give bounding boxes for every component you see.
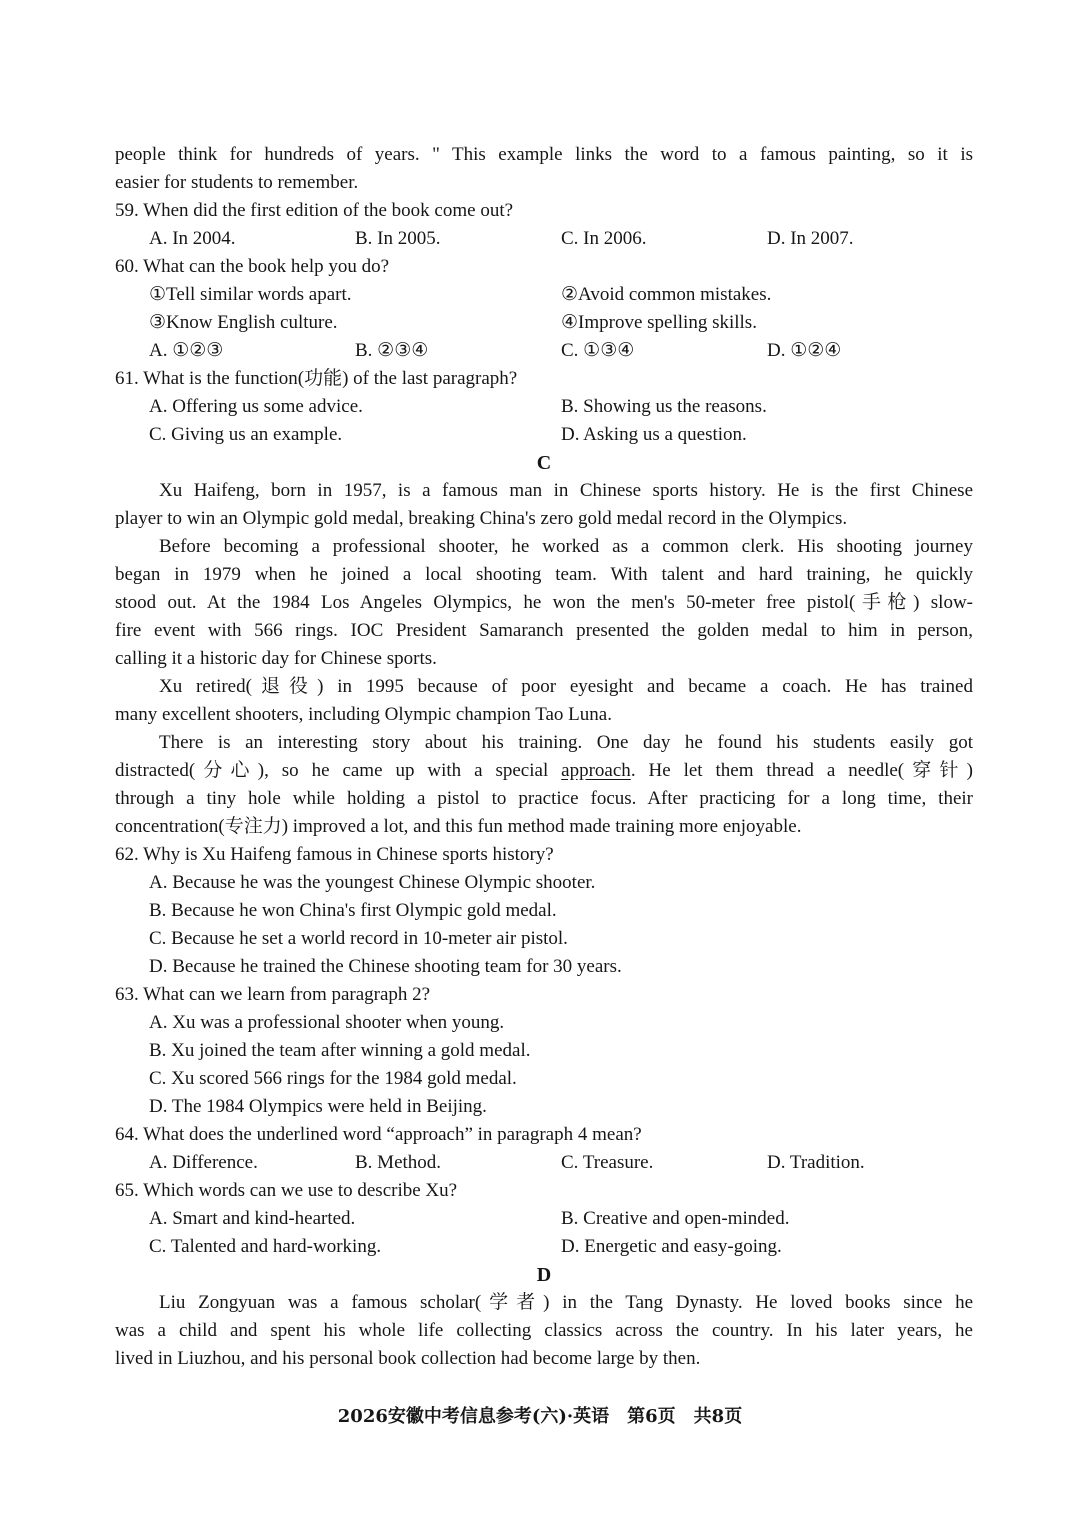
items-row — [115, 281, 973, 309]
passage-b-ending — [115, 141, 973, 197]
option-a: A. Xu was a professional shooter when young. — [149, 1012, 505, 1033]
question-64 — [115, 1121, 973, 1177]
text-line: was a child and spent his whole life collecting classics across the country. In his later years, he — [115, 1320, 973, 1341]
question-61 — [115, 365, 973, 449]
option-c: C. Xu scored 566 rings for the 1984 gold medal. — [149, 1068, 517, 1089]
item-1: ①Tell similar words apart. — [149, 284, 352, 305]
text-segment: . He let them thread a needle(穿针) — [630, 760, 973, 781]
question-stem: 61. What is the function(功能) of the last paragraph? — [115, 368, 518, 389]
text-line: many excellent shooters, including Olympic champion Tao Luna. — [115, 704, 612, 725]
option-a: A. ①②③ — [149, 340, 224, 361]
option-a: A. Smart and kind-hearted. — [149, 1208, 356, 1229]
text-line: Liu Zongyuan was a famous scholar(学者) in the Tang Dynasty. He loved books since he — [159, 1292, 973, 1313]
item-4: ④Improve spelling skills. — [561, 312, 757, 333]
option-b: B. Showing us the reasons. — [561, 396, 767, 417]
text-line: fire event with 566 rings. IOC President Samaranch presented the golden medal to him in person, — [115, 620, 973, 641]
text-line: concentration(专注力) improved a lot, and this fun method made training more enjoyable. — [115, 816, 802, 837]
text-line: player to win an Olympic gold medal, breaking China's zero gold medal record in the Olympics. — [115, 508, 848, 529]
exam-page — [115, 141, 973, 1373]
question-59 — [115, 197, 973, 253]
option-d: D. In 2007. — [767, 228, 854, 249]
options-row — [115, 225, 973, 253]
passage-d-paragraph-1 — [115, 1289, 973, 1373]
option-a: A. In 2004. — [149, 228, 236, 249]
option-c: C. In 2006. — [561, 228, 647, 249]
option-c: C. Treasure. — [561, 1152, 654, 1173]
option-b: B. Xu joined the team after winning a gold medal. — [149, 1040, 531, 1061]
option-d: D. Energetic and easy-going. — [561, 1236, 782, 1257]
question-stem: 65. Which words can we use to describe Xu? — [115, 1180, 458, 1201]
option-a: A. Offering us some advice. — [149, 396, 363, 417]
options-row — [115, 1149, 973, 1177]
option-d: D. The 1984 Olympics were held in Beijing. — [149, 1096, 487, 1117]
passage-c-paragraph-1 — [115, 477, 973, 533]
text-line: through a tiny hole while holding a pistol to practice focus. After practicing for a long time, their — [115, 788, 973, 809]
option-a: A. Because he was the youngest Chinese Olympic shooter. — [149, 872, 596, 893]
question-60 — [115, 253, 973, 365]
question-stem: 64. What does the underlined word “approach” in paragraph 4 mean? — [115, 1124, 642, 1145]
option-b: B. Because he won China's first Olympic gold medal. — [149, 900, 557, 921]
options-row — [115, 337, 973, 365]
passage-c-paragraph-4 — [115, 729, 973, 841]
section-d-title: D — [536, 1264, 552, 1286]
question-stem: 60. What can the book help you do? — [115, 256, 390, 277]
items-row — [115, 309, 973, 337]
options-row — [115, 421, 973, 449]
page-footer: 2026安徽中考信息参考(六)·英语 第6页 共8页 — [337, 1406, 743, 1427]
options-row — [115, 1205, 973, 1233]
question-63 — [115, 981, 973, 1121]
question-62 — [115, 841, 973, 981]
option-d: D. Because he trained the Chinese shooting team for 30 years. — [149, 956, 622, 977]
item-2: ②Avoid common mistakes. — [561, 284, 772, 305]
option-b: B. In 2005. — [355, 228, 441, 249]
option-c: C. Talented and hard-working. — [149, 1236, 382, 1257]
text-line: people think for hundreds of years. " This example links the word to a famous painting, so it is — [115, 144, 973, 165]
option-c: C. ①③④ — [561, 340, 635, 361]
text-line: began in 1979 when he joined a local shooting team. With talent and hard training, he quickly — [115, 564, 973, 585]
text-line — [115, 757, 973, 785]
underlined-word-approach: approach — [561, 760, 631, 781]
text-line: Xu Haifeng, born in 1957, is a famous man in Chinese sports history. He is the first Chinese — [159, 480, 973, 501]
text-line: Xu retired(退役) in 1995 because of poor eyesight and became a coach. He has trained — [159, 676, 973, 697]
option-c: C. Because he set a world record in 10-meter air pistol. — [149, 928, 568, 949]
passage-c-paragraph-3 — [115, 673, 973, 729]
option-d: D. Tradition. — [767, 1152, 865, 1173]
question-stem: 59. When did the first edition of the book come out? — [115, 200, 514, 221]
option-c: C. Giving us an example. — [149, 424, 343, 445]
text-line: calling it a historic day for Chinese sports. — [115, 648, 437, 669]
text-line: stood out. At the 1984 Los Angeles Olympics, he won the men's 50-meter free pistol(手枪) slow- — [115, 592, 973, 613]
text-line: lived in Liuzhou, and his personal book collection had become large by then. — [115, 1348, 701, 1369]
question-stem: 62. Why is Xu Haifeng famous in Chinese sports history? — [115, 844, 554, 865]
option-a: A. Difference. — [149, 1152, 258, 1173]
question-65 — [115, 1177, 973, 1261]
text-segment: distracted(分心), so he came up with a special — [115, 760, 562, 781]
question-stem: 63. What can we learn from paragraph 2? — [115, 984, 431, 1005]
text-line: Before becoming a professional shooter, he worked as a common clerk. His shooting journey — [159, 536, 973, 557]
option-b: B. ②③④ — [355, 340, 429, 361]
option-b: B. Method. — [355, 1152, 442, 1173]
option-d: D. Asking us a question. — [561, 424, 747, 445]
section-c-title: C — [536, 452, 552, 474]
options-row — [115, 1233, 973, 1261]
item-3: ③Know English culture. — [149, 312, 338, 333]
options-row — [115, 393, 973, 421]
text-line: There is an interesting story about his training. One day he found his students easily got — [159, 732, 973, 753]
passage-c-paragraph-2 — [115, 533, 973, 673]
option-d: D. ①②④ — [767, 340, 842, 361]
text-line: easier for students to remember. — [115, 172, 359, 193]
option-b: B. Creative and open-minded. — [561, 1208, 790, 1229]
